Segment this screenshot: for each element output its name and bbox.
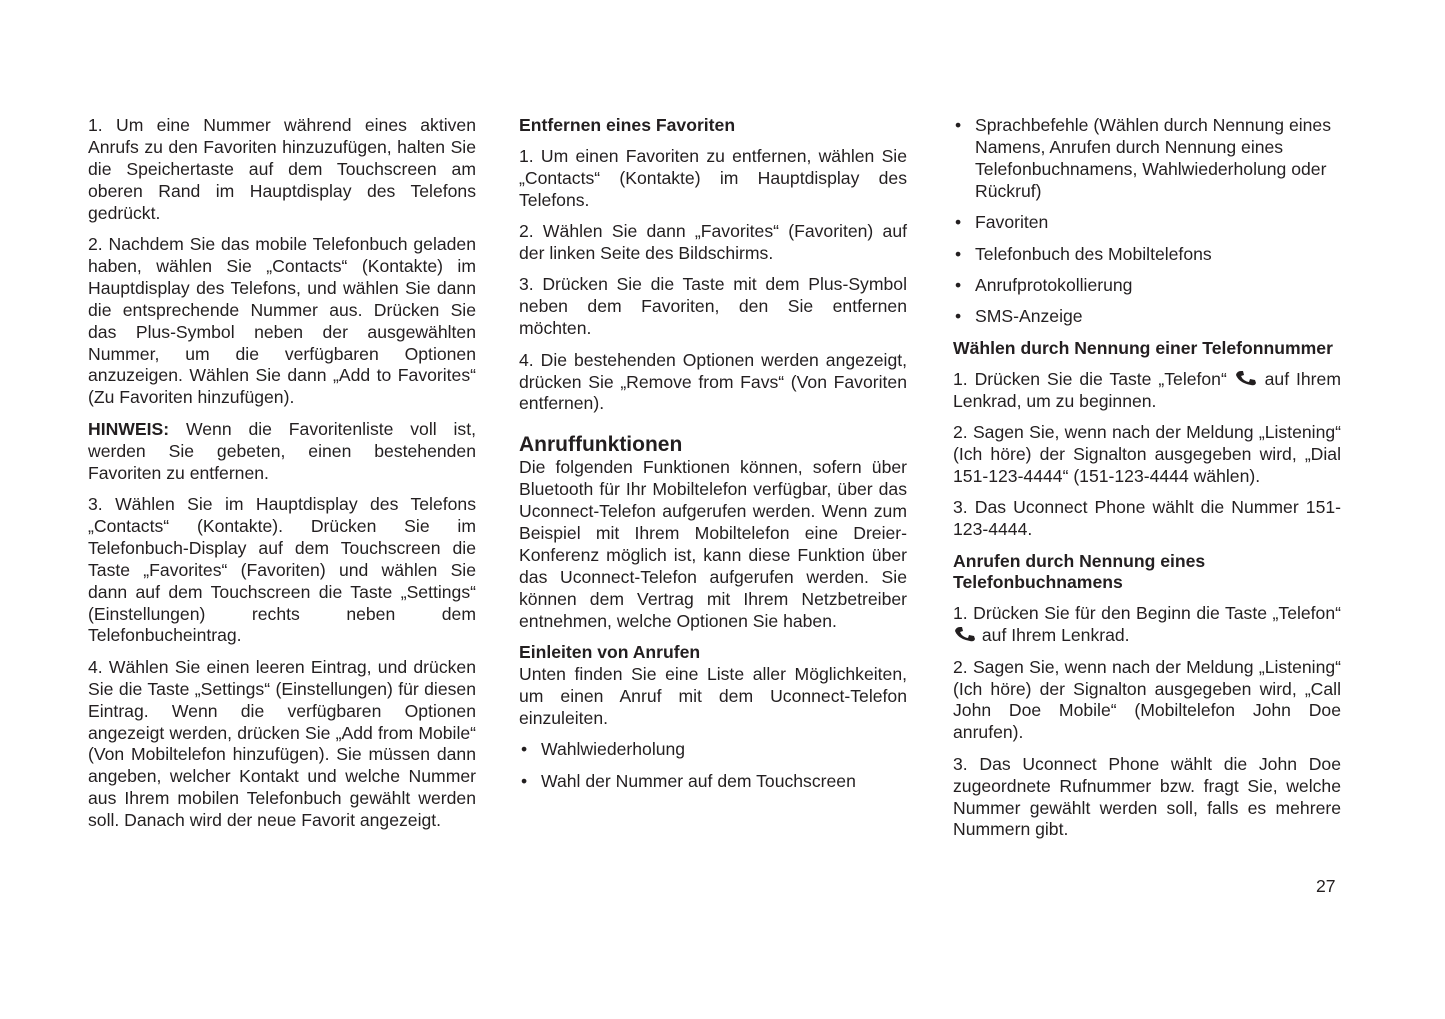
paragraph: 3. Wählen Sie im Hauptdisplay des Telefons „Contacts“ (Kontakte). Drücken Sie im Telefonbuch-Display auf dem Touchscreen die Taste „Favorites“ (Favoriten) und wählen Sie dann auf dem Touchscreen die Taste „Settings“ (Einstellungen) rechts neben dem Telefonbucheintrag.	[88, 494, 476, 646]
note-label: HINWEIS:	[88, 418, 170, 439]
phone-icon	[1234, 370, 1258, 386]
paragraph: 2. Sagen Sie, wenn nach der Meldung „Listening“ (Ich höre) der Signalton ausgegeben wird, „Call John Doe Mobile“ (Mobiltelefon John Doe anrufen).	[953, 656, 1341, 743]
paragraph: 3. Das Uconnect Phone wählt die Nummer 151-123-4444.	[953, 497, 1341, 540]
paragraph: 2. Nachdem Sie das mobile Telefonbuch geladen haben, wählen Sie „Contacts“ (Kontakte) im Hauptdisplay des Telefons, und wählen Sie dann die entsprechende Nummer aus. Drücken Sie das Plus-Symbol neben der ausgewählten Nummer, um die verfügbaren Optionen anzuzeigen. Wählen Sie dann „Add to Favorites“ (Zu Favoriten hinzufügen).	[88, 234, 476, 408]
list-item: • Telefonbuch des Mobiltelefons	[953, 244, 1341, 266]
list-item: • Anrufprotokollierung	[953, 275, 1341, 297]
bullet-list	[953, 115, 1341, 328]
column-3	[953, 115, 1341, 851]
bullet-list	[519, 739, 907, 792]
column-2	[519, 115, 907, 802]
heading-call-by-name: Anrufen durch Nennung eines Telefonbuchnamens	[953, 550, 1206, 593]
paragraph	[953, 603, 1341, 647]
text: 1. Drücken Sie die Taste „Telefon“	[953, 368, 1234, 389]
paragraph: Unten finden Sie eine Liste aller Möglichkeiten, um einen Anruf mit dem Uconnect-Telefon einzuleiten.	[519, 664, 907, 728]
list-item: • SMS-Anzeige	[953, 306, 1341, 328]
paragraph: 1. Um eine Nummer während eines aktiven Anrufs zu den Favoriten hinzuzufügen, halten Sie die Speichertaste auf dem Touchscreen am oberen Rand im Hauptdisplay des Telefons gedrückt.	[88, 115, 476, 223]
list-item: • Wahlwiederholung	[519, 739, 907, 761]
paragraph: Die folgenden Funktionen können, sofern über Bluetooth für Ihr Mobiltelefon verfügbar, über das Uconnect-Telefon aufgerufen werden. Wenn zum Beispiel mit Ihrem Mobiltelefon eine Dreier-Konferenz möglich ist, kann diese Funktion über das Uconnect-Telefon aufgerufen werden. Sie können dem Vertrag mit Ihrem Netzbetreiber entnehmen, welche Optionen Sie haben.	[519, 457, 907, 631]
text: 1. Drücken Sie für den Beginn die Taste „Telefon“	[953, 603, 1341, 624]
list-item: • Sprachbefehle (Wählen durch Nennung eines Namens, Anrufen durch Nennung eines Telefonbuchnamens, Wahlwiederholung oder Rückruf)	[953, 115, 1341, 203]
paragraph: 3. Das Uconnect Phone wählt die John Doe zugeordnete Rufnummer bzw. fragt Sie, welche Nummer gewählt werden soll, falls es mehrere Nummern gibt.	[953, 753, 1341, 840]
paragraph: 4. Die bestehenden Optionen werden angezeigt, drücken Sie „Remove from Favs“ (Von Favoriten entfernen).	[519, 349, 907, 414]
heading-call-functions: Anruffunktionen	[519, 433, 683, 457]
paragraph: 2. Wählen Sie dann „Favorites“ (Favoriten) auf der linken Seite des Bildschirms.	[519, 221, 907, 264]
paragraph: 1. Um einen Favoriten zu entfernen, wählen Sie „Contacts“ (Kontakte) im Hauptdisplay des Telefons.	[519, 145, 907, 210]
list-item: • Wahl der Nummer auf dem Touchscreen	[519, 771, 907, 793]
heading-remove-favorite: Entfernen eines Favoriten	[519, 115, 736, 135]
list-item: • Favoriten	[953, 212, 1341, 234]
paragraph: 4. Wählen Sie einen leeren Eintrag, und drücken Sie die Taste „Settings“ (Einstellungen) für diesen Eintrag. Wenn die verfügbaren Optionen angezeigt werden, drücken Sie „Add from Mobile“ (Von Mobiltelefon hinzufügen). Sie müssen dann angeben, welcher Kontakt und welche Nummer aus Ihrem mobilen Telefonbuch gewählt werden soll. Danach wird der neue Favorit angezeigt.	[88, 656, 476, 831]
column-1	[88, 115, 476, 842]
heading-initiate-calls: Einleiten von Anrufen	[519, 642, 701, 663]
note-text: Wenn die Favoritenliste voll ist, werden Sie gebeten, einen bestehenden Favoriten zu entfernen.	[88, 418, 476, 483]
note	[88, 419, 476, 485]
text: auf Ihrem Lenkrad.	[977, 625, 1130, 646]
paragraph: 2. Sagen Sie, wenn nach der Meldung „Listening“ (Ich höre) der Signalton ausgegeben wird, „Dial 151-123-4444“ (151-123-4444 wählen).	[953, 421, 1341, 486]
paragraph: 3. Drücken Sie die Taste mit dem Plus-Symbol neben dem Favoriten, den Sie entfernen möchten.	[519, 274, 907, 339]
page-number: 27	[1316, 876, 1336, 896]
paragraph	[953, 369, 1341, 413]
text: auf Ihrem Lenkrad, um zu beginnen.	[953, 368, 1341, 411]
phone-icon	[953, 626, 977, 642]
heading-dial-by-number: Wählen durch Nennung einer Telefonnummer	[953, 337, 1333, 358]
